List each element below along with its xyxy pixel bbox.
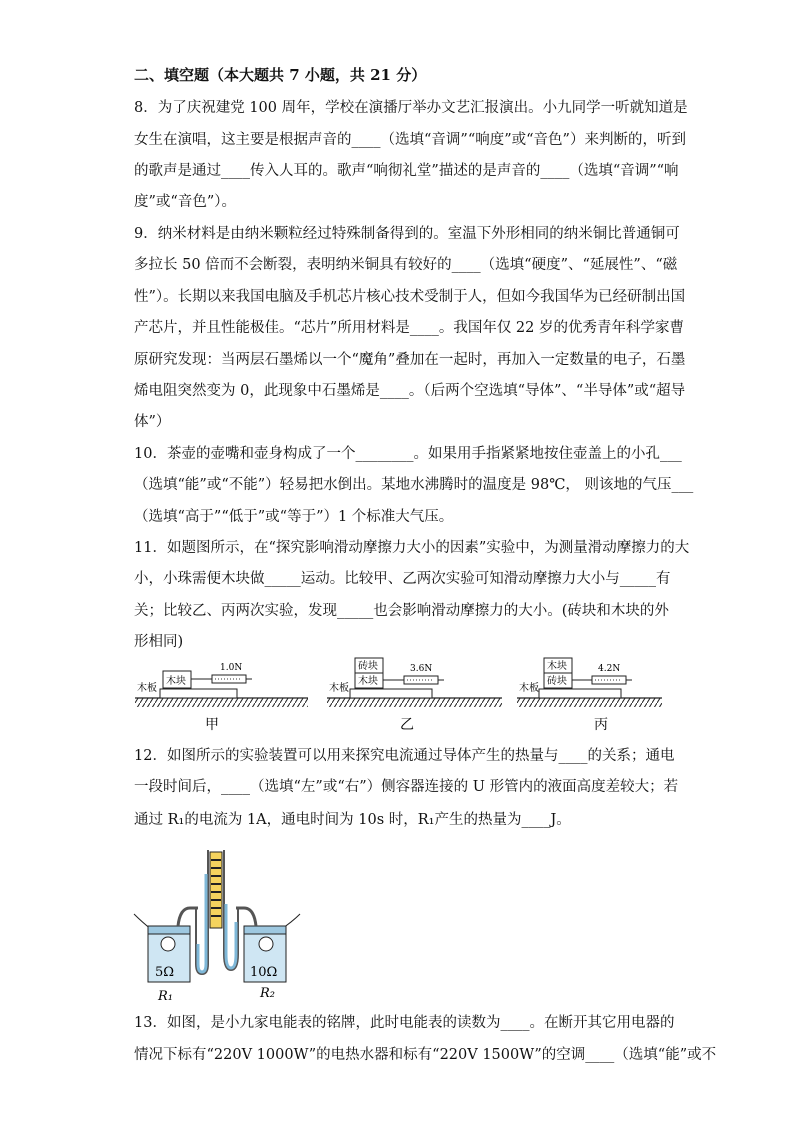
panel-caption: 甲 xyxy=(205,717,219,733)
right-resistor xyxy=(259,937,273,951)
friction-experiment-figure xyxy=(130,655,670,735)
friction-panel-b xyxy=(327,658,502,733)
q9-line: 产芯片，并且性能极佳。“芯片”所用材料是____。我国年仅 22 岁的优秀青年科学家曹 xyxy=(134,320,684,336)
q10-line: （选填“高于”“低于”或“等于”）1 个标准大气压。 xyxy=(134,509,454,525)
left-resistance: 5Ω xyxy=(155,965,175,980)
left-resistor xyxy=(161,937,175,951)
friction-panel-a xyxy=(135,663,308,733)
block-label: 木块 xyxy=(547,661,567,672)
r1-label: R₁ xyxy=(158,989,173,1004)
q13-line: 13．如图，是小九家电能表的铭牌，此时电能表的读数为____。在断开其它用电器的 xyxy=(134,1015,675,1031)
scale-reading: 4.2N xyxy=(598,664,621,674)
panel-caption: 丙 xyxy=(594,717,608,733)
section-title: 二、填空题（本大题共 7 小题，共 21 分） xyxy=(134,66,427,84)
q9-line: 性”）。长期以来我国电脑及手机芯片核心技术受制于人，但如今我国华为已经研制出国 xyxy=(134,289,686,305)
spring-scale xyxy=(592,676,626,684)
q12-line: 通过 R₁的电流为 1A，通电时间为 10s 时，R₁产生的热量为____J。 xyxy=(134,812,571,828)
wooden-board xyxy=(350,689,432,698)
q8-line: 的歌声是通过____传入人耳的。歌声“响彻礼堂”描述的是声音的____（选填“音调”“响 xyxy=(134,163,679,179)
q11-line: 11．如题图所示，在“探究影响滑动摩擦力大小的因素”实验中，为测量滑动摩擦力的大 xyxy=(134,540,690,556)
q11-line: 关；比较乙、丙两次实验，发现_____也会影响滑动摩擦力的大小。(砖块和木块的外 xyxy=(134,603,669,619)
board-label: 木板 xyxy=(329,683,349,694)
q11-line: 小，小珠需便木块做_____运动。比较甲、乙两次实验可知滑动摩擦力大小与_____有 xyxy=(134,571,671,587)
q9-line: 原研究发现：当两层石墨烯以一个“魔角”叠加在一起时，再加入一定数量的电子，石墨 xyxy=(134,352,686,368)
block-label: 木块 xyxy=(358,676,378,687)
wooden-board xyxy=(539,689,621,698)
q11-line: 形相同) xyxy=(134,634,184,650)
q8-line: 8．为了庆祝建党 100 周年，学校在演播厅举办文艺汇报演出。小九同学一听就知道是 xyxy=(134,100,688,116)
q9-line: 9．纳米材料是由纳米颗粒经过特殊制备得到的。室温下外形相同的纳米铜比普通铜可 xyxy=(134,226,680,242)
q10-line: 10．茶壶的壶嘴和壶身构成了一个________。如果用手指紧紧地按住壶盖上的小孔___ xyxy=(134,446,682,462)
q10-line: （选填“能”或“不能”）轻易把水倒出。某地水沸腾时的温度是 98℃， 则该地的气压___ xyxy=(134,477,694,493)
right-resistance: 10Ω xyxy=(250,965,278,980)
board-label: 木板 xyxy=(519,683,539,694)
heating-apparatus-figure xyxy=(128,844,308,1004)
q13-line: 情况下标有“220V 1000W”的电热水器和标有“220V 1500W”的空调____（选填“能”或不 xyxy=(134,1047,717,1063)
q8-line: 女生在演唱，这主要是根据声音的____（选填“音调”“响度”或“音色”）来判断的，听到 xyxy=(134,132,686,148)
r2-label: R₂ xyxy=(260,986,275,1001)
wooden-board xyxy=(160,689,237,698)
spring-scale xyxy=(212,675,246,683)
block-label: 砖块 xyxy=(358,661,378,672)
q12-line: 12．如图所示的实验装置可以用来探究电流通过导体产生的热量与____的关系；通电 xyxy=(134,748,675,764)
scale-reading: 3.6N xyxy=(410,664,433,674)
q8-line: 度”或“音色”）。 xyxy=(134,194,236,210)
block-label: 木块 xyxy=(166,676,186,687)
scale-reading: 1.0N xyxy=(220,663,243,673)
q12-line: 一段时间后，____（选填“左”或“右”）侧容器连接的 U 形管内的液面高度差较大；若 xyxy=(134,779,679,795)
q9-line: 多拉长 50 倍而不会断裂，表明纳米铜具有较好的____（选填“硬度”、“延展性”、“磁 xyxy=(134,257,678,273)
friction-panel-c xyxy=(517,658,662,733)
board-label: 木板 xyxy=(137,683,157,694)
panel-caption: 乙 xyxy=(400,717,414,733)
q9-line: 烯电阻突然变为 0，此现象中石墨烯是____。（后两个空选填“导体”、“半导体”或“超导 xyxy=(134,383,686,399)
block-label: 砖块 xyxy=(547,676,567,687)
spring-scale xyxy=(404,676,438,684)
q9-line: 体”） xyxy=(134,414,171,430)
